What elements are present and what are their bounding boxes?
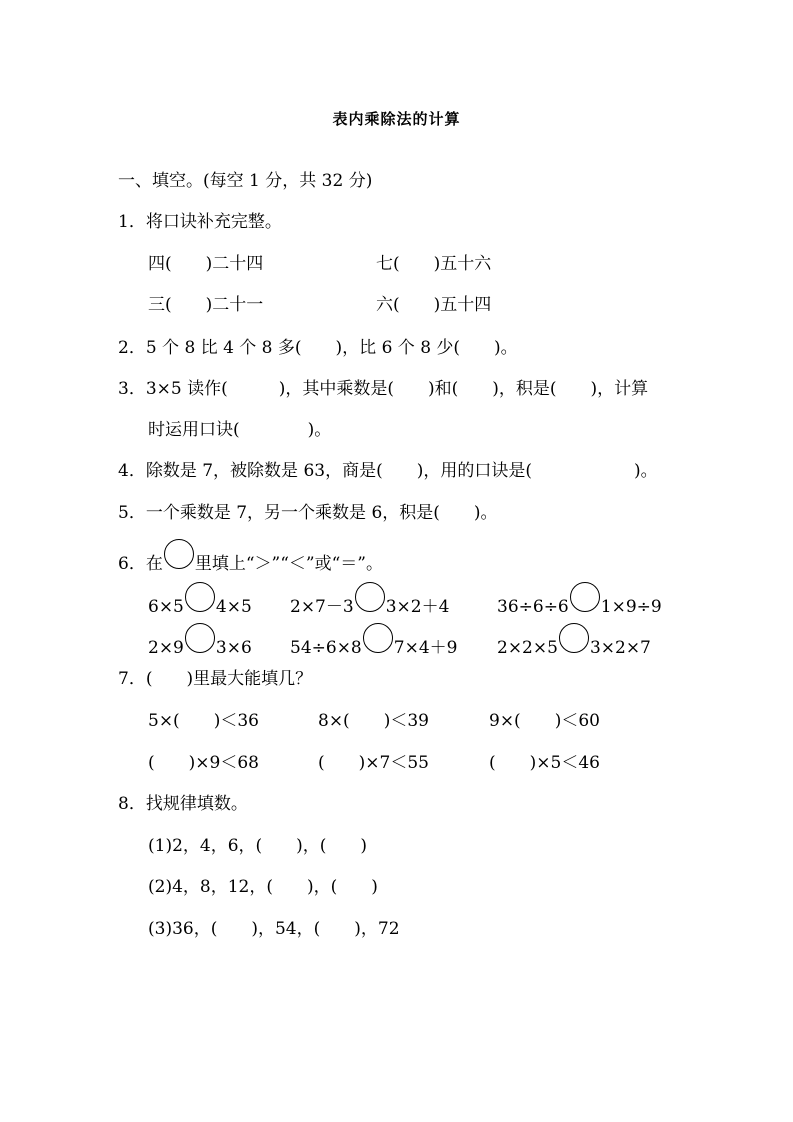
q6-expr-left: 2×9 xyxy=(148,638,184,658)
q6-expr-right: 4×5 xyxy=(215,597,252,617)
q1-item-2: 七( )五十六 xyxy=(376,254,492,274)
answer-circle[interactable] xyxy=(355,582,385,612)
q6-expr-right: 3×6 xyxy=(215,638,252,658)
page-title: 表内乘除法的计算 xyxy=(332,110,461,128)
q8-item-1: (1)2，4，6，( )，( ) xyxy=(148,836,368,856)
q6-prefix: 6．在 xyxy=(118,554,163,574)
answer-circle[interactable] xyxy=(363,623,393,653)
question-8: 8．找规律填数。 xyxy=(118,794,248,814)
section-heading: 一、填空。(每空 1 分，共 32 分) xyxy=(118,171,373,191)
q7-item-6: ( )×5＜46 xyxy=(489,753,600,773)
q6-expr-right: 3×2＋4 xyxy=(385,597,450,617)
q6-expr-2 xyxy=(290,590,449,620)
q6-expr-left: 2×7－3 xyxy=(290,597,354,617)
question-6 xyxy=(118,547,383,577)
q6-expr-6 xyxy=(497,631,651,661)
answer-circle[interactable] xyxy=(185,582,215,612)
question-7: 7．( )里最大能填几？ xyxy=(118,669,313,689)
q1-item-1: 四( )二十四 xyxy=(148,254,264,274)
question-3-line-2: 时运用口诀( )。 xyxy=(148,420,332,440)
q6-expr-3 xyxy=(497,590,662,620)
question-3-line-1: 3．3×5 读作( )，其中乘数是( )和( )，积是( )，计算 xyxy=(118,379,649,399)
answer-circle[interactable] xyxy=(185,623,215,653)
q6-expr-1 xyxy=(148,590,252,620)
question-5: 5．一个乘数是 7，另一个乘数是 6，积是( )。 xyxy=(118,503,498,523)
q8-item-2: (2)4，8，12，( )，( ) xyxy=(148,877,378,897)
q6-expr-right: 3×2×7 xyxy=(589,638,651,658)
q6-suffix: 里填上“＞”“＜”或“＝”。 xyxy=(194,554,383,574)
q7-item-1: 5×( )＜36 xyxy=(148,711,259,731)
q6-expr-right: 7×4＋9 xyxy=(393,638,458,658)
question-2: 2．5 个 8 比 4 个 8 多( )，比 6 个 8 少( )。 xyxy=(118,338,518,358)
q6-expr-left: 6×5 xyxy=(148,597,184,617)
q8-item-3: (3)36，( )，54，( )，72 xyxy=(148,919,400,939)
compare-circle xyxy=(164,539,194,569)
answer-circle[interactable] xyxy=(570,582,600,612)
q7-item-3: 9×( )＜60 xyxy=(489,711,600,731)
q6-expr-5 xyxy=(290,631,457,661)
q1-item-3: 三( )二十一 xyxy=(148,295,264,315)
q6-expr-left: 36÷6÷6 xyxy=(497,597,569,617)
q6-expr-4 xyxy=(148,631,252,661)
q7-item-2: 8×( )＜39 xyxy=(318,711,429,731)
question-4: 4．除数是 7，被除数是 63，商是( )，用的口诀是( )。 xyxy=(118,461,658,481)
q6-expr-left: 2×2×5 xyxy=(497,638,558,658)
q1-item-4: 六( )五十四 xyxy=(376,295,492,315)
answer-circle[interactable] xyxy=(559,623,589,653)
q6-expr-left: 54÷6×8 xyxy=(290,638,362,658)
q7-item-4: ( )×9＜68 xyxy=(148,753,259,773)
question-1: 1．将口诀补充完整。 xyxy=(118,212,282,232)
q6-expr-right: 1×9÷9 xyxy=(600,597,662,617)
q7-item-5: ( )×7＜55 xyxy=(318,753,429,773)
